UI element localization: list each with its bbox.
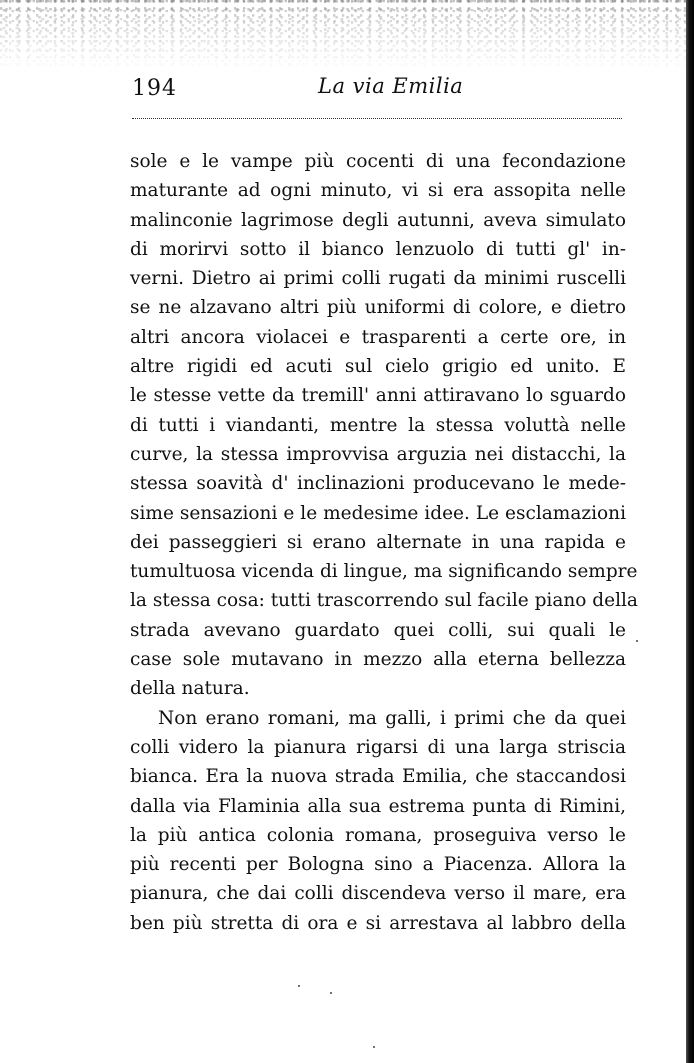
text-line: le stesse vette da tremill' anni attiravano lo sguardo <box>130 385 626 407</box>
text-line: più recenti per Bologna sino a Piacenza. Allora la <box>130 854 626 876</box>
text-line: pianura, che dai colli discendeva verso il mare, era <box>130 883 626 905</box>
text-line: Non erano romani, ma galli, i primi che da quei <box>158 707 626 729</box>
text-line: di tutti i viandanti, mentre la stessa voluttà nelle <box>130 414 626 436</box>
text-line: della natura. <box>130 678 250 700</box>
text-line: maturante ad ogni minuto, vi si era assopita nelle <box>130 180 626 202</box>
text-line: tumultuosa vicenda di lingue, ma significando sempre <box>130 561 638 583</box>
text-line: sole e le vampe più cocenti di una fecondazione <box>130 151 626 172</box>
text-line: dalla via Flaminia alla sua estrema punta di Rimini, <box>130 795 626 817</box>
body-text <box>130 147 638 938</box>
text-line: verni. Dietro ai primi colli rugati da minimi ruscelli <box>130 268 626 290</box>
text-line: bianca. Era la nuova strada Emilia, che staccandosi <box>130 766 626 788</box>
text-line: se ne alzavano altri più uniformi di colore, e dietro <box>130 297 626 319</box>
text-line: ben più stretta di ora e si arrestava al labbro della <box>130 912 626 934</box>
text-line: la stessa cosa: tutti trascorrendo sul facile piano della <box>130 590 638 612</box>
text-line: malinconie lagrimose degli autunni, aveva simulato <box>130 209 626 231</box>
text-line: dei passeggieri si erano alternate in una rapida e <box>130 531 626 553</box>
running-title: La via Emilia <box>318 74 464 98</box>
text-line: curve, la stessa improvvisa arguzia nei distacchi, la <box>130 443 626 465</box>
page-header <box>132 70 622 110</box>
text-line: colli videro la pianura rigarsi di una larga striscia <box>130 736 626 758</box>
text-line: sime sensazioni e le medesime idee. Le esclamazioni <box>130 502 626 524</box>
page-number: 194 <box>132 76 177 101</box>
text-line: altre rigidi ed acuti sul cielo grigio ed unito. E <box>130 356 626 378</box>
page-edge-shadow <box>686 0 694 1063</box>
scan-noise <box>0 0 694 70</box>
text-line: di morirvi sotto il bianco lenzuolo di tutti gl' in- <box>130 238 626 260</box>
text-line: stessa soavità d' inclinazioni producevano le mede- <box>130 473 626 495</box>
text-line: strada avevano guardato quei colli, sui quali le <box>130 619 626 641</box>
header-rule <box>132 118 622 119</box>
text-line: altri ancora violacei e trasparenti a certe ore, in <box>130 326 626 348</box>
text-line: la più antica colonia romana, proseguiva verso le <box>130 824 626 846</box>
text-line: case sole mutavano in mezzo alla eterna bellezza <box>130 649 626 671</box>
